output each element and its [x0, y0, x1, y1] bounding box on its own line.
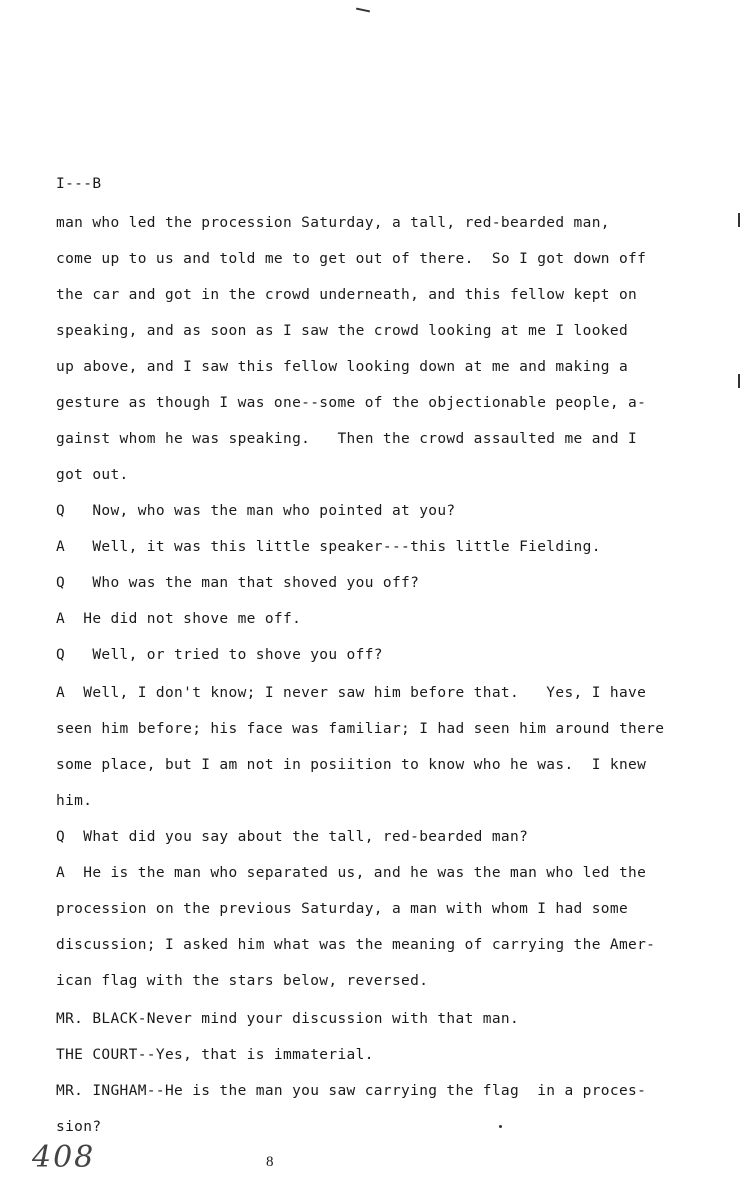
transcript-line: sion?: [56, 1119, 102, 1135]
transcript-line: procession on the previous Saturday, a man with whom I had some: [56, 901, 629, 917]
scan-dot: [499, 1125, 502, 1128]
scan-mark: [356, 8, 370, 13]
section-label: I---B: [56, 176, 102, 192]
transcript-line: Q What did you say about the tall, red-bearded man?: [56, 829, 529, 845]
margin-tick: [738, 374, 740, 388]
transcript-line: Q Well, or tried to shove you off?: [56, 647, 383, 663]
transcript-line: discussion; I asked him what was the meaning of carrying the Amer-: [56, 937, 656, 953]
transcript-line: A He did not shove me off.: [56, 611, 302, 627]
transcript-line: gainst whom he was speaking. Then the crowd assaulted me and I: [56, 431, 638, 447]
transcript-line: come up to us and told me to get out of there. So I got down off: [56, 251, 647, 267]
page-number: 8: [266, 1154, 274, 1170]
transcript-line: ican flag with the stars below, reversed.: [56, 973, 429, 989]
transcript-line: the car and got in the crowd underneath, and this fellow kept on: [56, 287, 638, 303]
transcript-line: THE COURT--Yes, that is immaterial.: [56, 1047, 374, 1063]
transcript-line: gesture as though I was one--some of the objectionable people, a-: [56, 395, 647, 411]
transcript-line: MR. BLACK-Never mind your discussion with that man.: [56, 1011, 520, 1027]
handwritten-page-number: 408: [32, 1140, 96, 1175]
transcript-line: up above, and I saw this fellow looking down at me and making a: [56, 359, 629, 375]
transcript-line: Q Who was the man that shoved you off?: [56, 575, 420, 591]
transcript-line: A He is the man who separated us, and he was the man who led the: [56, 865, 647, 881]
transcript-line: got out.: [56, 467, 129, 483]
margin-tick: [738, 213, 740, 227]
transcript-line: MR. INGHAM--He is the man you saw carrying the flag in a proces-: [56, 1083, 647, 1099]
transcript-line: man who led the procession Saturday, a tall, red-bearded man,: [56, 215, 610, 231]
transcript-line: A Well, it was this little speaker---this little Fielding.: [56, 539, 601, 555]
transcript-line: some place, but I am not in posiition to know who he was. I knew: [56, 757, 647, 773]
transcript-line: Q Now, who was the man who pointed at you?: [56, 503, 456, 519]
transcript-line: seen him before; his face was familiar; I had seen him around there: [56, 721, 665, 737]
transcript-line: him.: [56, 793, 93, 809]
transcript-line: speaking, and as soon as I saw the crowd looking at me I looked: [56, 323, 629, 339]
transcript-line: A Well, I don't know; I never saw him before that. Yes, I have: [56, 685, 647, 701]
